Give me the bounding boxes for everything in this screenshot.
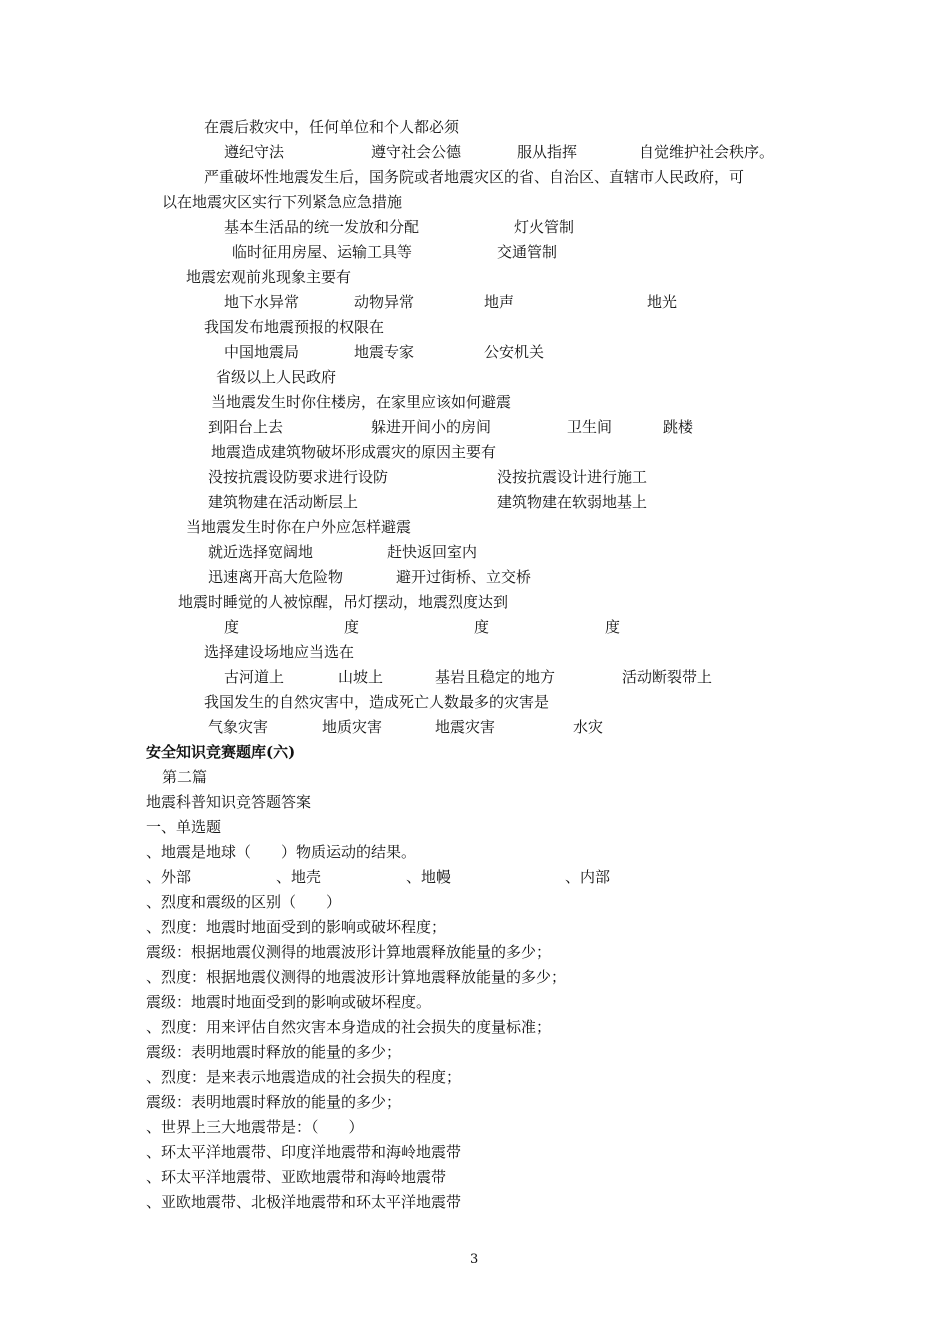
option: 、烈度：地震时地面受到的影响或破坏程度； (146, 918, 447, 936)
option: 没按抗震设计进行施工 (497, 468, 648, 486)
option: 交通管制 (497, 243, 558, 261)
option: 地下水异常 (224, 293, 300, 311)
page-number: 3 (470, 1252, 479, 1267)
option: 迅速离开高大危险物 (208, 568, 344, 586)
question-type-heading: 一、单选题 (146, 818, 222, 836)
option: 、烈度：根据地震仪测得的地震波形计算地震释放能量的多少； (146, 968, 567, 986)
option: 公安机关 (484, 343, 545, 361)
option: 就近选择宽阔地 (208, 543, 314, 561)
option: 地光 (647, 293, 678, 311)
question-seismic-belts: 、世界上三大地震带是：（ ） (146, 1118, 364, 1136)
option: 、内部 (565, 868, 611, 886)
option: 、地幔 (406, 868, 452, 886)
option: 、亚欧地震带、北极洋地震带和环太平洋地震带 (146, 1193, 462, 1211)
option: 地震灾害 (435, 718, 496, 736)
option: 遵纪守法 (224, 143, 285, 161)
question-building-damage: 地震造成建筑物破坏形成震灾的原因主要有 (211, 443, 497, 461)
option: 古河道上 (224, 668, 285, 686)
option: 地质灾害 (322, 718, 383, 736)
part-title: 第二篇 (162, 768, 208, 786)
subsection-title: 地震科普知识竞答题答案 (146, 793, 312, 811)
option-cont: 震级：根据地震仪测得的地震波形计算地震释放能量的多少； (146, 943, 552, 961)
option: 山坡上 (338, 668, 384, 686)
option: 度 (344, 618, 360, 636)
option: 活动断裂带上 (622, 668, 713, 686)
option: 水灾 (573, 718, 604, 736)
option: 、外部 (146, 868, 192, 886)
option: 气象灾害 (208, 718, 269, 736)
option: 基岩且稳定的地方 (435, 668, 556, 686)
question-forecast-authority: 我国发布地震预报的权限在 (204, 318, 385, 336)
question-site-selection: 选择建设场地应当选在 (204, 643, 355, 661)
option: 没按抗震设防要求进行设防 (208, 468, 389, 486)
option: 灯火管制 (514, 218, 575, 236)
option: 赶快返回室内 (387, 543, 478, 561)
question-rescue-duty: 在震后救灾中，任何单位和个人都必须 (204, 118, 460, 136)
option: 、环太平洋地震带、印度洋地震带和海岭地震带 (146, 1143, 462, 1161)
option: 度 (605, 618, 621, 636)
question-intensity: 地震时睡觉的人被惊醒，吊灯摆动，地震烈度达到 (178, 593, 509, 611)
option: 省级以上人民政府 (216, 368, 337, 386)
option: 建筑物建在活动断层上 (208, 493, 359, 511)
option: 躲进开间小的房间 (371, 418, 492, 436)
option: 度 (224, 618, 240, 636)
option: 遵守社会公德 (371, 143, 462, 161)
question-intensity-vs-magnitude: 、烈度和震级的区别（ ） (146, 893, 342, 911)
option: 地震专家 (354, 343, 415, 361)
question-emergency-measures-cont: 以在地震灾区实行下列紧急应急措施 (162, 193, 403, 211)
option: 卫生间 (567, 418, 613, 436)
option: 到阳台上去 (208, 418, 284, 436)
option: 跳楼 (663, 418, 694, 436)
option-cont: 震级：地震时地面受到的影响或破坏程度。 (146, 993, 432, 1011)
option: 度 (474, 618, 490, 636)
option: 动物异常 (354, 293, 415, 311)
option: 地声 (484, 293, 515, 311)
question-precursors: 地震宏观前兆现象主要有 (186, 268, 352, 286)
option: 自觉维护社会秩序。 (639, 143, 775, 161)
option: 、烈度：用来评估自然灾害本身造成的社会损失的度量标准； (146, 1018, 552, 1036)
option-cont: 震级：表明地震时释放的能量的多少； (146, 1043, 402, 1061)
question-indoor-shelter: 当地震发生时你住楼房，在家里应该如何避震 (211, 393, 512, 411)
question-outdoor-shelter: 当地震发生时你在户外应怎样避震 (186, 518, 412, 536)
question-earth-motion: 、地震是地球（ ）物质运动的结果。 (146, 843, 417, 861)
option: 、地壳 (276, 868, 322, 886)
option: 建筑物建在软弱地基上 (497, 493, 648, 511)
option: 、烈度：是来表示地震造成的社会损失的程度； (146, 1068, 462, 1086)
question-emergency-measures: 严重破坏性地震发生后，国务院或者地震灾区的省、自治区、直辖市人民政府，可 (204, 168, 745, 186)
option: 基本生活品的统一发放和分配 (224, 218, 420, 236)
option: 、环太平洋地震带、亚欧地震带和海岭地震带 (146, 1168, 447, 1186)
section-title: 安全知识竞赛题库(六) (146, 743, 296, 761)
option: 中国地震局 (224, 343, 300, 361)
option-cont: 震级：表明地震时释放的能量的多少； (146, 1093, 402, 1111)
option: 服从指挥 (517, 143, 578, 161)
option: 避开过街桥、立交桥 (396, 568, 532, 586)
question-deadliest-disaster: 我国发生的自然灾害中，造成死亡人数最多的灾害是 (204, 693, 550, 711)
option: 临时征用房屋、运输工具等 (232, 243, 413, 261)
